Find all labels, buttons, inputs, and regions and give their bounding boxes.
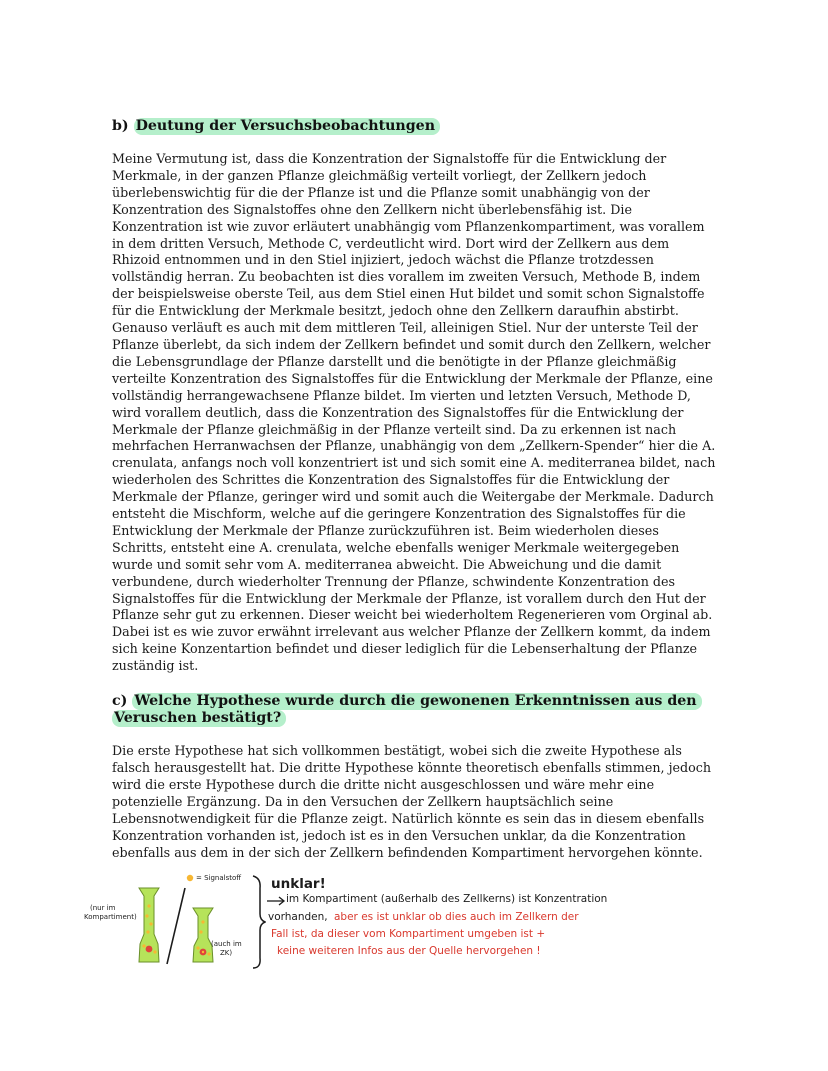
right-label-line2: ZK) — [220, 949, 233, 957]
section-c-label: c) — [112, 693, 128, 710]
note-line1: im Kompartiment (außerhalb des Zellkerns) ist Konzentration — [286, 893, 608, 905]
legend-label: = Signalstoff — [196, 874, 242, 882]
section-b-paragraph: Meine Vermutung ist, dass die Konzentration der Signalstoffe für die Entwicklung der Merkmale, in der ganzen Pflanze gleichmäßig verteilt vorliegt, der Zellkern jedoch überlebenswichtig für die der Pflanze ist und die Pflanze somit unabhängig von der Konzentration des Signalstoffes ohne den Zellkern nicht überlebensfähig ist. Die Konzentration ist wie zuvor erläutert unabhängig vom Pflanzenkompartiment, was vorallem in dem dritten Versuch, Methode C, verdeutlicht wird. Dort wird der Zellkern aus dem Rhizoid entnommen und in den Stiel injiziert, jedoch wächst die Pflanze trotzdessen vollständig herran. Zu beobachten ist dies vorallem im zweiten Versuch, Methode B, indem der beispielsweise oberste Teil, aus dem Stiel einen Hut bildet und somit schon Signalstoffe für die Entwicklung der Merkmale besitzt, jedoch ohne den Zellkern daraufhin abstirbt. Genauso verläuft es auch mit dem mittleren Teil, alleinigen Stiel. Nur der unterste Teil der Pflanze überlebt, da sich indem der Zellkern befindet und somit durch den Zellkern, welcher die Lebensgrundlage der Pflanze darstellt und die benötigte in der Pflanze gleichmäßig verteilte Konzentration des Signalstoffes für die Entwicklung der Merkmale der Pflanze, eine vollständig herrangewachsene Pflanze bildet. Im vierten und letzten Versuch, Methode D, wird vorallem deutlich, dass die Konzentration des Signalstoffes für die Entwicklung der Merkmale der Pflanze gleichmäßig in der Pflanze verteilt sind. Da zu erkennen ist nach mehrfachen Herranwachsen der Pflanze, unabhängig von dem „Zellkern-Spender“ hier die A. crenulata, anfangs noch voll konzentriert ist und sich somit eine A. mediterranea bildet, nach wiederholen des Schrittes die Konzentration des Signalstoffes für die Entwicklung der Merkmale der Pflanze, geringer wird und somit auch die Weitergabe der Merkmale. Dadurch entsteht die Mischform, welche auf die geringere Konzentration des Signalstoffes für die Entwicklung der Merkmale der Pflanze zurückzuführen ist. Beim wiederholen dieses Schritts, entsteht eine A. crenulata, welche ebenfalls weniger Merkmale weitergegeben wurde und somit sehr vom A. mediterranea abweicht. Die Abweichung und die damit verbundene, durch wiederholter Trennung der Pflanze, schwindente Konzentration des Signalstoffes für die Entwicklung der Merkmale der Pflanze, ist vorallem durch den Hut der Pflanze sehr gut zu erkennen. Dieser weicht bei wiederholtem Regenerieren vom Orginal ab. Dabei ist es wie zuvor erwähnt irrelevant aus welcher Pflanze der Zellkern kommt, da indem sich keine Konzentartion befindet und dieser lediglich für die Lebenserhaltung der Pflanze zuständig ist. — [112, 151, 716, 674]
handwritten-sketch — [84, 870, 724, 970]
left-label-line1: (nur im — [90, 904, 116, 912]
divider-slash — [164, 886, 188, 966]
note-line2-black: vorhanden, — [268, 911, 328, 923]
note-line3: Fall ist, da dieser vom Kompartiment umgeben ist + — [271, 928, 546, 940]
note-line4: keine weiteren Infos aus der Quelle hervorgehen ! — [277, 945, 541, 957]
arrow-icon — [266, 896, 286, 906]
section-b-title: Deutung der Versuchsbeobachtungen — [134, 118, 440, 135]
plant-left-drawing — [136, 886, 162, 964]
plant-right-drawing — [190, 886, 216, 964]
right-label-line1: (auch im — [211, 940, 242, 948]
section-c-paragraph: Die erste Hypothese hat sich vollkommen bestätigt, wobei sich die zweite Hypothese als falsch herausgestellt hat. Die dritte Hypothese könnte theoretisch ebenfalls stimmen, jedoch wird die erste Hypothese durch die dritte nicht ausgeschlossen und wäre mehr eine potenzielle Ergänzung. Da in den Versuchen der Zellkern hauptsächlich seine Lebensnotwendigkeit für die Pflanze zeigt. Natürlich könnte es sein das in diesem ebenfalls Konzentration vorhanden ist, jedoch ist es in den Versuchen unklar, da die Konzentration ebenfalls aus dem in der sich der Zellkern befindenden Kompartiment hervorgehen könnte. — [112, 743, 712, 860]
note-title: unklar! — [271, 876, 326, 892]
section-b-heading — [112, 118, 716, 135]
left-label-line2: Kompartiment) — [84, 913, 137, 921]
section-c-heading — [112, 693, 716, 727]
document-page — [112, 118, 716, 861]
section-b-label: b) — [112, 118, 129, 134]
note-line2-red: aber es ist unklar ob dies auch im Zellkern der — [334, 911, 579, 923]
curly-brace-drawing — [250, 874, 266, 970]
signal-dot-icon — [186, 874, 194, 882]
section-c-title: Welche Hypothese wurde durch die gewonenen Erkenntnissen aus den Veruschen bestätigt? — [112, 693, 702, 727]
